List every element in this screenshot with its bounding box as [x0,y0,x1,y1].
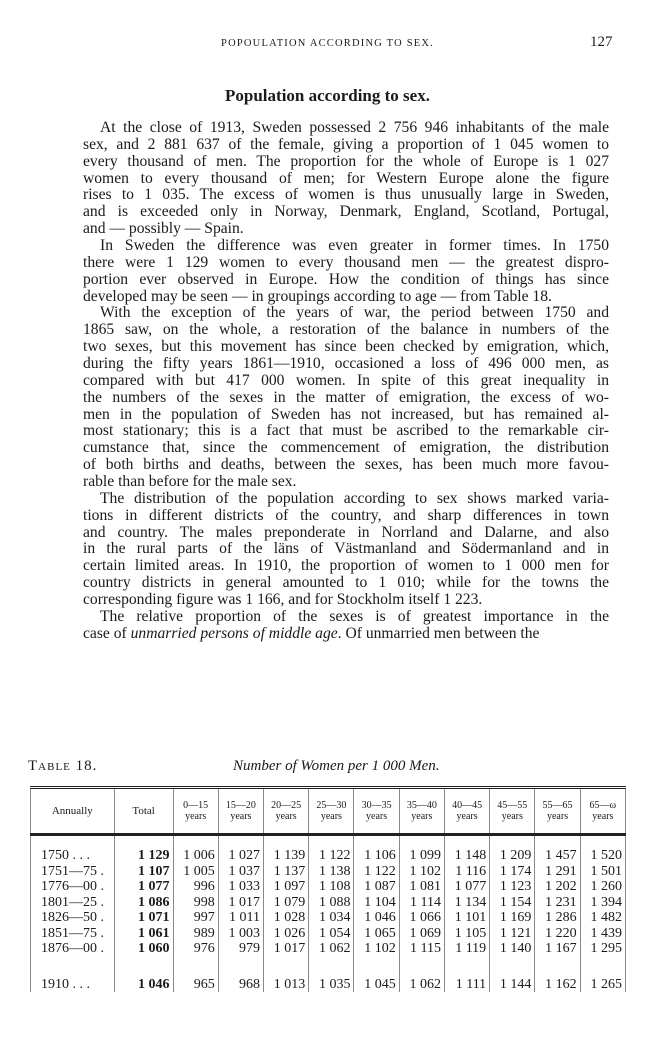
table-label: Table 18. [28,758,98,774]
column-header: 15—20 years [218,788,263,835]
value-cell: 1 169 [490,910,535,926]
value-cell: 1 148 [444,848,489,864]
value-cell: 1 087 [354,879,399,895]
value-cell: 996 [173,879,218,895]
value-cell: 1 139 [264,848,309,864]
value-cell: 989 [173,926,218,942]
row-spacer [31,957,626,977]
spacer-cell [173,957,218,977]
value-cell: 1 062 [399,977,444,993]
paragraph [83,491,609,609]
text-line: developed may be seen — in groupings according to age — from Table 18. [83,287,552,305]
value-cell: 1 035 [309,977,354,993]
value-cell: 1 102 [399,864,444,880]
value-cell: 1 081 [399,879,444,895]
column-header: 40—45 years [444,788,489,835]
value-cell: 1 062 [309,941,354,957]
text-line: In Sweden the difference was even greater in former times. In 1750 [100,237,609,255]
text-line: The relative proportion of the sexes is of greatest importance in the [100,607,609,625]
value-cell: 1 102 [354,941,399,957]
value-cell: 998 [173,895,218,911]
text-line: country districts in general amounted to 1 010; while for the towns the [83,574,609,592]
text-segment: case of [83,624,131,642]
value-cell: 1 017 [218,895,263,911]
text-line: women to every thousand of men; for Western Europe alone the figure [83,169,609,187]
value-cell: 1 077 [444,879,489,895]
value-cell: 1 501 [580,864,625,880]
value-cell: 1 220 [535,926,580,942]
text-line: the numbers of the sexes in the matter of emigration, the excess of wo- [83,388,609,406]
value-cell: 1 003 [218,926,263,942]
spacer-cell [218,835,263,849]
paragraph [83,120,609,238]
value-cell: 1 099 [399,848,444,864]
table-header-row [31,788,626,835]
text-line: At the close of 1913, Sweden possessed 2 756 946 inhabitants of the male [100,119,609,136]
value-cell: 1 137 [264,864,309,880]
women-per-men-table [30,786,626,992]
period-cell: 1826—50 . [31,910,115,926]
column-header: 65—ω years [580,788,625,835]
value-cell: 1 033 [218,879,263,895]
text-line: compared with but 417 000 women. In spite of this great inequality in [83,371,609,389]
text-line: portion ever observed in Europe. How the condition of things has since [83,270,609,288]
value-cell: 1 011 [218,910,263,926]
period-cell: 1776—00 . [31,879,115,895]
text-line: and — possibly — Spain. [83,220,244,238]
period-cell: 1876—00 . [31,941,115,957]
total-cell: 1 107 [114,864,173,880]
value-cell: 1 027 [218,848,263,864]
text-line: during the fifty years 1861—1910, occasioned a loss of 496 000 men, as [83,355,609,373]
value-cell: 1 265 [580,977,625,993]
value-cell: 1 106 [354,848,399,864]
text-line: there were 1 129 women to every thousand men — the greatest dispro- [83,253,609,271]
value-cell: 1 286 [535,910,580,926]
total-cell: 1 061 [114,926,173,942]
value-cell: 1 026 [264,926,309,942]
value-cell: 1 104 [354,895,399,911]
row-spacer [31,835,626,849]
value-cell: 1 231 [535,895,580,911]
value-cell: 1 116 [444,864,489,880]
spacer-cell [114,957,173,977]
period-cell: 1801—25 . [31,895,115,911]
text-segment: . Of unmarried men between the [337,624,540,642]
value-cell: 1 457 [535,848,580,864]
paragraph [83,238,609,305]
value-cell: 1 069 [399,926,444,942]
spacer-cell [114,835,173,849]
value-cell: 1 046 [354,910,399,926]
value-cell: 1 114 [399,895,444,911]
text-line: cumstance that, since the commencement of emigration, the distribution [83,439,609,457]
text-line: rises to 1 035. The excess of women is thus unusually large in Sweden, [83,186,609,204]
value-cell: 1 122 [354,864,399,880]
spacer-cell [264,835,309,849]
column-header: 30—35 years [354,788,399,835]
text-line: With the exception of the years of war, the period between 1750 and [100,304,609,322]
value-cell: 1 260 [580,879,625,895]
text-line: corresponding figure was 1 166, and for Stockholm itself 1 223. [83,591,483,609]
period-cell: 1751—75 . [31,864,115,880]
column-header: 20—25 years [264,788,309,835]
value-cell: 1 121 [490,926,535,942]
table-row [31,941,626,957]
value-cell: 1 140 [490,941,535,957]
value-cell: 1 144 [490,977,535,993]
value-cell: 1 105 [444,926,489,942]
text-line: and is exceeded only in Norway, Denmark, England, Scotland, Portugal, [83,203,609,221]
value-cell: 1 034 [309,910,354,926]
total-cell: 1 060 [114,941,173,957]
value-cell: 1 115 [399,941,444,957]
spacer-cell [218,957,263,977]
total-cell: 1 046 [114,977,173,993]
text-line: 1865 saw, on the whole, a restoration of the balance in numbers of the [83,321,609,339]
spacer-cell [580,835,625,849]
value-cell: 1 291 [535,864,580,880]
spacer-cell [399,835,444,849]
value-cell: 1 054 [309,926,354,942]
text-line: and country. The males preponderate in Norrland and Dalarne, and also [83,523,609,541]
value-cell: 1 154 [490,895,535,911]
total-cell: 1 071 [114,910,173,926]
value-cell: 1 123 [490,879,535,895]
spacer-cell [354,957,399,977]
value-cell: 1 119 [444,941,489,957]
value-cell: 1 482 [580,910,625,926]
spacer-cell [490,957,535,977]
spacer-cell [444,957,489,977]
table-row [31,879,626,895]
value-cell: 1 520 [580,848,625,864]
spacer-cell [535,835,580,849]
spacer-cell [309,957,354,977]
table-row [31,977,626,993]
value-cell: 1 005 [173,864,218,880]
value-cell: 1 045 [354,977,399,993]
value-cell: 976 [173,941,218,957]
value-cell: 1 134 [444,895,489,911]
value-cell: 1 202 [535,879,580,895]
value-cell: 1 066 [399,910,444,926]
spacer-cell [264,957,309,977]
value-cell: 965 [173,977,218,993]
column-header: 0—15 years [173,788,218,835]
value-cell: 1 108 [309,879,354,895]
column-header: 55—65 years [535,788,580,835]
value-cell: 1 097 [264,879,309,895]
table-row [31,926,626,942]
table-title: Number of Women per 1 000 Men. [233,758,440,774]
spacer-cell [354,835,399,849]
value-cell: 1 028 [264,910,309,926]
value-cell: 1 017 [264,941,309,957]
period-cell: 1910 . . . [31,977,115,993]
body-text [83,120,609,643]
text-line: tions in different districts of the country, and sharp differences in town [83,506,609,524]
column-header: 35—40 years [399,788,444,835]
text-line: of both births and deaths, between the sexes, has been much more favou- [83,456,609,474]
section-title: Population according to sex. [225,86,430,105]
text-line: certain limited areas. In 1910, the proportion of women to 1 000 men for [83,557,609,575]
value-cell: 1 138 [309,864,354,880]
text-line: men in the population of Sweden has not increased, but has remained al- [83,405,609,423]
value-cell: 1 295 [580,941,625,957]
table-row [31,895,626,911]
spacer-cell [31,957,115,977]
paragraph [83,609,609,643]
value-cell: 1 006 [173,848,218,864]
spacer-cell [535,957,580,977]
text-line [83,626,609,643]
paragraph [83,305,609,490]
value-cell: 968 [218,977,263,993]
column-header: Annually [31,788,115,835]
period-cell: 1750 . . . [31,848,115,864]
spacer-cell [490,835,535,849]
value-cell: 1 439 [580,926,625,942]
value-cell: 1 079 [264,895,309,911]
spacer-cell [399,957,444,977]
value-cell: 1 209 [490,848,535,864]
value-cell: 1 088 [309,895,354,911]
value-cell: 1 167 [535,941,580,957]
spacer-cell [31,835,115,849]
text-line: every thousand of men. The proportion for the whole of Europe is 1 027 [83,152,609,170]
spacer-cell [309,835,354,849]
total-cell: 1 077 [114,879,173,895]
table-row [31,864,626,880]
column-header: Total [114,788,173,835]
value-cell: 1 065 [354,926,399,942]
text-line: two sexes, but this movement has since been checked by emigration, which, [83,338,609,356]
text-line: The distribution of the population according to sex shows marked varia- [100,489,609,507]
spacer-cell [173,835,218,849]
value-cell: 1 394 [580,895,625,911]
value-cell: 979 [218,941,263,957]
table-row [31,848,626,864]
emphasis-text: unmarried persons of middle age [130,624,338,642]
value-cell: 1 013 [264,977,309,993]
value-cell: 1 037 [218,864,263,880]
text-line: rable than before for the male sex. [83,473,297,491]
spacer-cell [444,835,489,849]
total-cell: 1 129 [114,848,173,864]
column-header: 45—55 years [490,788,535,835]
text-line: most stationary; this is a fact that must be ascribed to the remarkable cir- [83,422,609,440]
spacer-cell [580,957,625,977]
period-cell: 1851—75 . [31,926,115,942]
table-row [31,910,626,926]
value-cell: 1 162 [535,977,580,993]
value-cell: 1 111 [444,977,489,993]
text-line: in the rural parts of the läns of Västmanland and Södermanland and in [83,540,609,558]
running-head: POPOULATION ACCORDING TO SEX. [221,38,434,49]
value-cell: 1 101 [444,910,489,926]
total-cell: 1 086 [114,895,173,911]
value-cell: 1 174 [490,864,535,880]
page-number: 127 [590,34,613,50]
value-cell: 1 122 [309,848,354,864]
column-header: 25—30 years [309,788,354,835]
value-cell: 997 [173,910,218,926]
text-line: sex, and 2 881 637 of the female, giving a proportion of 1 045 women to [83,135,609,153]
